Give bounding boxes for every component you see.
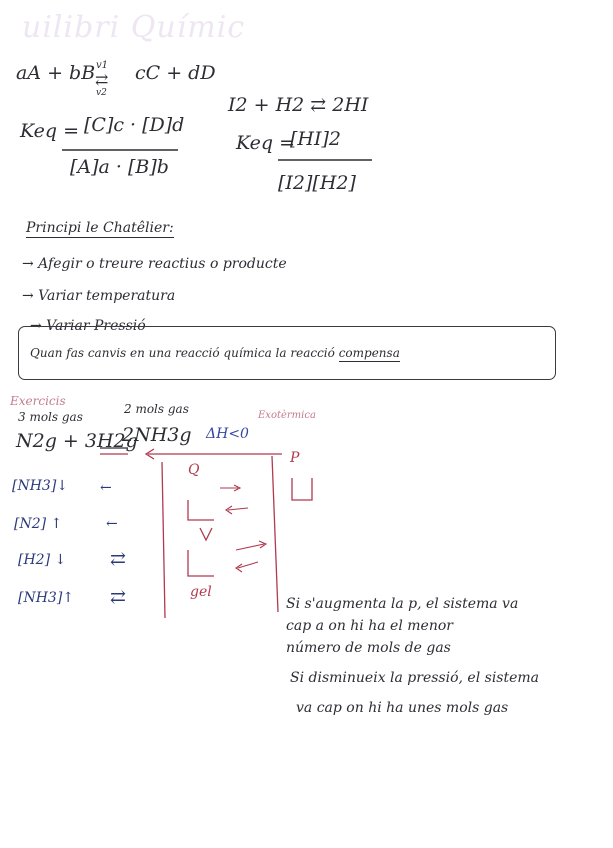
- equilibrium-arrows: ⇄: [95, 70, 109, 89]
- row-arrow-4: ⇄: [110, 586, 126, 608]
- note-line-4: Si disminueix la pressió, el sistema: [290, 670, 540, 686]
- keq-hi-denominator: [I2][H2]: [278, 172, 356, 194]
- principle-box-emph: compensa: [338, 346, 400, 360]
- column-p: P: [290, 450, 300, 466]
- equation-right: 2NH3g: [122, 424, 192, 446]
- column-gel: gel: [190, 584, 212, 600]
- principle-item-3: → Variar Pressió: [30, 318, 146, 334]
- equation-left: N2g + 3H2g: [16, 430, 138, 452]
- exercise-label: Exercicis: [10, 394, 66, 408]
- exotermica-note: Exotèrmica: [258, 410, 316, 421]
- rate-v2: v2: [96, 88, 107, 98]
- row-label-4: [NH3]↑: [18, 590, 75, 606]
- keq-hi-numerator: [HI]2: [290, 128, 341, 150]
- note-line-2: cap a on hi ha el menor: [286, 618, 453, 634]
- general-reactants: aA + bB: [16, 62, 96, 84]
- note-line-3: número de mols de gas: [286, 640, 451, 656]
- principle-heading: Principi le Chatêlier:: [26, 220, 174, 236]
- row-label-3: [H2] ↓: [18, 552, 67, 568]
- general-products: cC + dD: [135, 62, 216, 84]
- row-arrow-3: ⇄: [110, 548, 126, 570]
- keq-denominator: [A]a · [B]b: [70, 156, 169, 178]
- row-label-1: [NH3]↓: [12, 478, 69, 494]
- row-arrow-2: ←: [106, 516, 118, 532]
- left-moles: 3 mols gas: [18, 410, 83, 424]
- principle-box-prefix: Quan fas canvis en una reacció química la reacció: [30, 346, 335, 360]
- column-q: Q: [188, 462, 200, 478]
- keq-label: Keq =: [20, 120, 80, 142]
- rate-v1: v1: [96, 60, 109, 71]
- row-label-2: [N2] ↑: [14, 516, 63, 532]
- page-title: uilibri Químic: [22, 10, 246, 45]
- row-arrow-1: ←: [100, 480, 112, 496]
- note-line-5: va cap on hi ha unes mols gas: [296, 700, 509, 716]
- hi-reaction: I2 + H2 ⇄ 2HI: [228, 94, 369, 116]
- note-line-1: Si s'augmenta la p, el sistema va: [286, 596, 519, 612]
- keq-hi-label: Keq =: [236, 132, 296, 154]
- principle-item-1: → Afegir o treure reactius o producte: [22, 256, 287, 272]
- delta-h: ΔH<0: [206, 426, 249, 442]
- right-moles: 2 mols gas: [124, 402, 189, 416]
- principle-item-2: → Variar temperatura: [22, 288, 176, 304]
- keq-numerator: [C]c · [D]d: [84, 114, 185, 136]
